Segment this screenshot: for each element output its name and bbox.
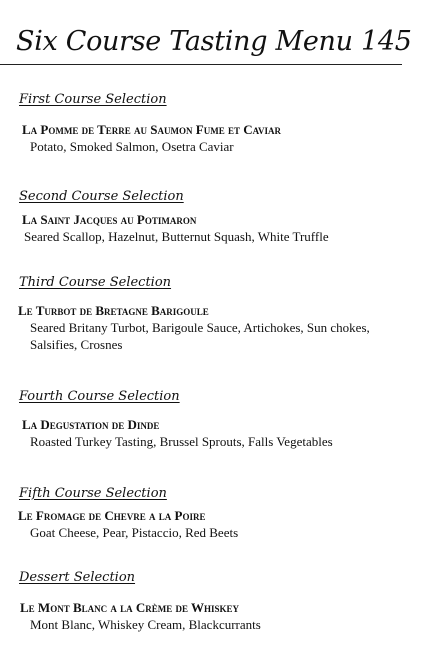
dish-name-dessert: Le Mont Blanc a la Crème de Whiskey <box>20 600 240 615</box>
section-heading-first: First Course Selection <box>19 92 167 107</box>
dish-name-third: Le Turbot de Bretagne Barigoule <box>18 303 209 318</box>
dish-description-third: Seared Britany Turbot, Barigoule Sauce, Artichokes, Sun chokes, Salsifies, Crosnes <box>30 320 370 352</box>
menu-title: Six Course Tasting Menu 145 <box>16 26 412 57</box>
dish-description-fifth: Goat Cheese, Pear, Pistaccio, Red Beets <box>30 525 239 540</box>
dish-name-second: La Saint Jacques au Potimaron <box>22 212 197 227</box>
dish-description-dessert: Mont Blanc, Whiskey Cream, Blackcurrants <box>30 617 261 632</box>
dish-description-second: Seared Scallop, Hazelnut, Butternut Squash, White Truffle <box>24 229 329 244</box>
dish-description-fourth: Roasted Turkey Tasting, Brussel Sprouts, Falls Vegetables <box>30 434 333 449</box>
section-heading-dessert: Dessert Selection <box>19 570 136 585</box>
section-heading-second: Second Course Selection <box>19 189 184 204</box>
dish-name-fourth: La Degustation de Dinde <box>22 417 160 432</box>
dish-name-fifth: Le Fromage de Chevre a la Poire <box>18 508 206 523</box>
section-heading-third: Third Course Selection <box>19 275 172 290</box>
section-heading-fifth: Fifth Course Selection <box>19 486 167 501</box>
title-divider <box>0 64 402 65</box>
dish-description-first: Potato, Smoked Salmon, Osetra Caviar <box>30 139 234 154</box>
section-heading-fourth: Fourth Course Selection <box>19 389 180 404</box>
dish-name-first: La Pomme de Terre au Saumon Fume et Caviar <box>22 122 281 137</box>
